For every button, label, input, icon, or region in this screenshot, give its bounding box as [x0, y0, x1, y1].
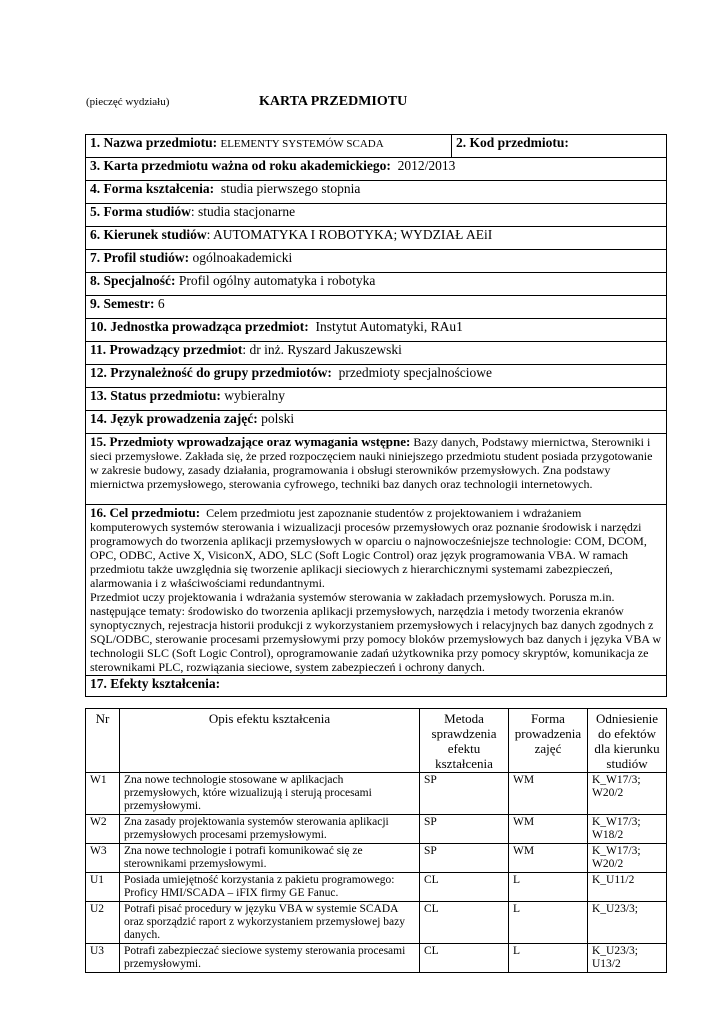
- field-value: polski: [261, 411, 295, 426]
- field-label: 2. Kod przedmiotu:: [456, 135, 569, 150]
- cell-nr: W2: [86, 815, 120, 844]
- field-label: 15. Przedmioty wprowadzające oraz wymagania wstępne:: [90, 434, 411, 449]
- cell-reference: K_U11/2: [588, 873, 667, 902]
- field-study-form: [86, 204, 667, 227]
- header-description: Opis efektu kształcenia: [120, 709, 420, 773]
- field-value: wybieralny: [224, 388, 285, 403]
- cell-nr: U3: [86, 944, 120, 973]
- field-course-objective: [86, 505, 667, 676]
- table-row: [86, 944, 667, 973]
- field-label: 1. Nazwa przedmiotu:: [90, 135, 218, 150]
- field-label: 7. Profil studiów:: [90, 250, 190, 265]
- field-course-group: [86, 365, 667, 388]
- learning-outcomes-table: [85, 708, 667, 973]
- field-prerequisites: [86, 434, 667, 505]
- cell-reference: K_W17/3; W20/2: [588, 844, 667, 873]
- field-course-name: [86, 135, 667, 158]
- table-row: [86, 844, 667, 873]
- field-label: 17. Efekty kształcenia:: [86, 676, 667, 697]
- field-value: Instytut Automatyki, RAu1: [315, 319, 463, 334]
- field-value: : AUTOMATYKA I ROBOTYKA; WYDZIAŁ AEiI: [206, 227, 493, 242]
- field-learning-outcomes-heading: [86, 676, 667, 697]
- course-card-table: [85, 134, 667, 697]
- faculty-stamp: (pieczęć wydziału): [86, 96, 170, 108]
- cell-form: WM: [509, 815, 588, 844]
- field-language: [86, 411, 667, 434]
- table-header-row: [86, 709, 667, 773]
- cell-method: SP: [420, 844, 509, 873]
- cell-reference: K_U23/3; U13/2: [588, 944, 667, 973]
- field-label: 12. Przynależność do grupy przedmiotów:: [90, 365, 332, 380]
- table-row: [86, 773, 667, 815]
- cell-form: L: [509, 873, 588, 902]
- cell-method: SP: [420, 815, 509, 844]
- cell-form: L: [509, 944, 588, 973]
- field-semester: [86, 296, 667, 319]
- cell-description: Zna nowe technologie stosowane w aplikacjach przemysłowych, które wizualizują i sterują procesami przemysłowymi.: [120, 773, 420, 815]
- field-label: 11. Prowadzący przedmiot: [90, 342, 243, 357]
- field-value: : dr inż. Ryszard Jakuszewski: [242, 342, 402, 357]
- field-label: 16. Cel przedmiotu:: [90, 505, 201, 520]
- cell-form: WM: [509, 773, 588, 815]
- field-value: Celem przedmiotu jest zapoznanie studentów z projektowaniem i wdrażaniem komputerowych systemów sterowania i wizualizacji procesów przemysłowych oraz poznanie środowisk i narzędzi programowych do tworzenia aplikacji przemysłowych w oparciu o najnowocześniejsze technologie: COM, DCOM, OPC, ODBC, Active X, VisiconX, ADO, SLC (Soft Logic Control) oraz język programowania VBA. W ramach przedmiotu także uwzględnia się tworzenie aplikacji sieciowych z hierarchicznymi systemami zabezpieczeń, alarmowania i z właściwościami redundantnymi.: [90, 506, 647, 590]
- cell-description: Zna zasady projektowania systemów sterowania aplikacji przemysłowych procesami przemysłowymi.: [120, 815, 420, 844]
- field-value: 2012/2013: [397, 158, 456, 173]
- field-value: ogólnoakademicki: [192, 250, 293, 265]
- field-label: 3. Karta przedmiotu ważna od roku akademickiego:: [90, 158, 391, 173]
- field-field-of-study: [86, 227, 667, 250]
- cell-description: Posiada umiejętność korzystania z pakietu programowego: Proficy HMI/SCADA – iFIX firmy GE Fanuc.: [120, 873, 420, 902]
- field-label: 6. Kierunek studiów: [90, 227, 207, 242]
- field-label: 14. Język prowadzenia zajęć:: [90, 411, 258, 426]
- cell-form: WM: [509, 844, 588, 873]
- field-value: przedmioty specjalnościowe: [338, 365, 492, 380]
- field-unit: [86, 319, 667, 342]
- page-title: KARTA PRZEDMIOTU: [259, 94, 408, 109]
- header-method: Metoda sprawdzenia efektu kształcenia: [420, 709, 509, 773]
- field-value: Profil ogólny automatyka i robotyka: [178, 273, 376, 288]
- cell-method: SP: [420, 773, 509, 815]
- cell-nr: U1: [86, 873, 120, 902]
- field-value: Bazy danych, Podstawy miernictwa, Sterowniki i sieci przemysłowe. Zakłada się, że przed rozpoczęciem nauki niniejszego przedmiotu student posiada przygotowanie w zakresie budowy, zasady działania, programowania i obsługi sterowników przemysłowych. Zna podstawy miernictwa przemysłowego, sterowania cyfrowego, techniki baz danych oraz technologii internetowych.: [90, 435, 653, 491]
- field-label: 8. Specjalność:: [90, 273, 176, 288]
- cell-reference: K_W17/3; W18/2: [588, 815, 667, 844]
- field-study-profile: [86, 250, 667, 273]
- cell-method: CL: [420, 902, 509, 944]
- field-label: 5. Forma studiów: [90, 204, 191, 219]
- cell-method: CL: [420, 944, 509, 973]
- cell-reference: K_U23/3;: [588, 902, 667, 944]
- cell-nr: U2: [86, 902, 120, 944]
- course-name-value: ELEMENTY SYSTEMÓW SCADA: [220, 138, 384, 150]
- field-value: studia pierwszego stopnia: [220, 181, 361, 196]
- field-label: 13. Status przedmiotu:: [90, 388, 221, 403]
- field-label: 4. Forma kształcenia:: [90, 181, 215, 196]
- cell-description: Zna nowe technologie i potrafi komunikować się ze sterownikami przemysłowymi.: [120, 844, 420, 873]
- field-lecturer: [86, 342, 667, 365]
- field-specialization: [86, 273, 667, 296]
- cell-description: Potrafi zabezpieczać sieciowe systemy sterowania procesami przemysłowymi.: [120, 944, 420, 973]
- field-label: 9. Semestr:: [90, 296, 155, 311]
- field-value-continued: Przedmiot uczy projektowania i wdrażania systemów sterowania w zakładach przemysłowych. Porusza m.in. następujące tematy: środowisko do tworzenia aplikacji przemysłowych, narzędzia i metody tworzenia ekranów synoptycznych, rejestracja historii produkcji z wykorzystaniem przemysłowych i relacyjnych baz danych zgodnych z SQL/ODBC, sterowanie procesami przemysłowymi przy pomocy bloków przemysłowych baz danych i języka VBA w technologii SLC (Soft Logic Control), oprogramowanie zadań użytkownika przy pomocy skryptów, komunikacja ze sterownikami PLC, rozwiązania sieciowe, system zabezpieczeń i ochrony danych.: [90, 590, 661, 674]
- field-education-form: [86, 181, 667, 204]
- cell-description: Potrafi pisać procedury w języku VBA w systemie SCADA oraz sporządzić raport z wykorzystaniem przemysłowej bazy danych.: [120, 902, 420, 944]
- field-label: 10. Jednostka prowadząca przedmiot:: [90, 319, 309, 334]
- table-row: [86, 815, 667, 844]
- table-row: [86, 902, 667, 944]
- cell-form: L: [509, 902, 588, 944]
- cell-reference: K_W17/3; W20/2: [588, 773, 667, 815]
- cell-nr: W1: [86, 773, 120, 815]
- header-form: Forma prowadzenia zajęć: [509, 709, 588, 773]
- cell-nr: W3: [86, 844, 120, 873]
- field-valid-year: [86, 158, 667, 181]
- field-value: 6: [157, 296, 165, 311]
- cell-method: CL: [420, 873, 509, 902]
- field-value: : studia stacjonarne: [190, 204, 296, 219]
- header-nr: Nr: [86, 709, 120, 773]
- field-course-status: [86, 388, 667, 411]
- header-reference: Odniesienie do efektów dla kierunku studiów: [588, 709, 667, 773]
- table-row: [86, 873, 667, 902]
